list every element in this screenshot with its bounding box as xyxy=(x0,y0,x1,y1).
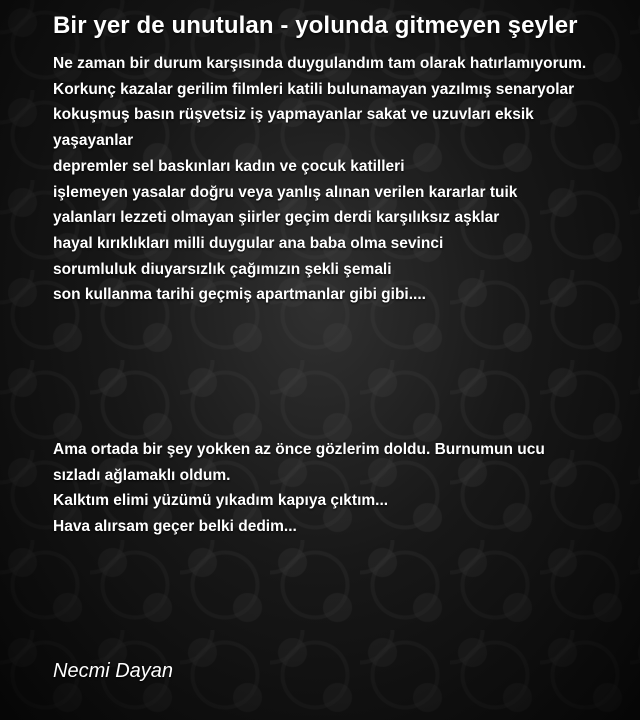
poem-line: kokuşmuş basın rüşvetsiz iş yapmayanlar sakat ve uzuvları eksik xyxy=(53,106,534,124)
poem-line: sızladı ağlamaklı oldum. xyxy=(53,466,231,484)
poem-line: Hava alırsam geçer belki dedim... xyxy=(53,518,297,536)
poem-line: Ne zaman bir durum karşısında duygulandım tam olarak hatırlamıyorum. xyxy=(53,55,587,72)
poem-line: Ama ortada bir şey yokken az önce gözlerim doldu. Burnumun ucu xyxy=(53,441,545,458)
poem-line: hayal kırıklıkları milli duygular ana baba olma sevinci xyxy=(53,234,444,252)
poem-title: Bir yer de unutulan - yolunda gitmeyen şeyler xyxy=(53,12,578,39)
poem-line: Korkunç kazalar gerilim filmleri katili bulunamayan yazılmış senaryolar xyxy=(53,80,575,98)
poem-author: Necmi Dayan xyxy=(53,660,174,682)
poem-line: işlemeyen yasalar doğru veya yanlış alınan verilen kararlar tuik xyxy=(53,183,518,201)
poem-stanza-1 xyxy=(53,51,586,308)
poem-line: yaşayanlar xyxy=(53,132,134,150)
poem-line: son kullanma tarihi geçmiş apartmanlar gibi gibi.... xyxy=(53,286,426,304)
poem-line: Kalktım elimi yüzümü yıkadım kapıya çıktım... xyxy=(53,492,389,510)
poem-line: depremler sel baskınları kadın ve çocuk katilleri xyxy=(53,157,405,175)
poem-line: sorumluluk diuyarsızlık çağımızın şekli şemali xyxy=(53,260,392,278)
poem-stanza-2 xyxy=(53,437,545,540)
poem-line: yalanları lezzeti olmayan şiirler geçim derdi karşılıksız aşklar xyxy=(53,209,500,227)
